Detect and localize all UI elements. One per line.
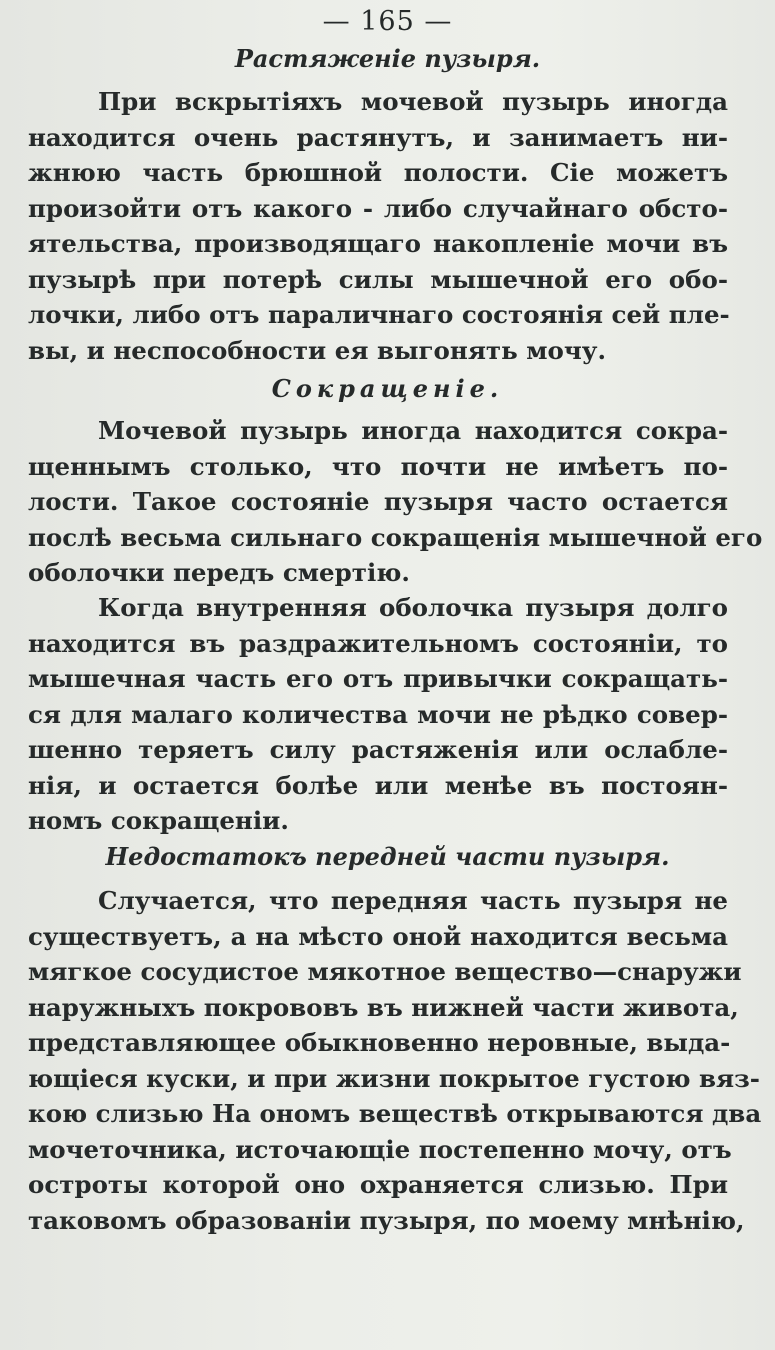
text-line: Когда внутренняя оболочка пузыря долго bbox=[98, 593, 728, 622]
text-line: мягкое сосудистое мякотное вещество—снаружи bbox=[28, 957, 742, 986]
text-line: мышечная часть его отъ привычки сокращать- bbox=[28, 664, 728, 693]
section-heading-stretching: Растяженіе пузыря. bbox=[234, 44, 541, 73]
text-line: шенно теряетъ силу растяженія или ослабле- bbox=[28, 735, 728, 764]
text-line: вы, и неспособности ея выгонять мочу. bbox=[28, 335, 607, 365]
text-line: Случается, что передняя часть пузыря не bbox=[98, 886, 728, 915]
text-line: ятельства, производящаго накопленіе мочи въ bbox=[28, 229, 728, 258]
text-line: произойти отъ какого - либо случайнаго обсто- bbox=[28, 193, 728, 223]
section-heading-contraction: Сокращеніе. bbox=[271, 374, 504, 403]
text-line: щеннымъ столько, что почти не имѣетъ по- bbox=[28, 451, 728, 481]
text-line: лочки, либо отъ параличнаго состоянія сей пле- bbox=[28, 300, 730, 329]
paragraph-contraction-1 bbox=[28, 413, 763, 591]
text-line: оболочки передъ смертію. bbox=[28, 558, 410, 587]
text-line: послѣ весьма сильнаго сокращенія мышечной его bbox=[28, 522, 763, 552]
text-line: номъ сокращеніи. bbox=[28, 806, 289, 835]
text-line: ющіеся куски, и при жизни покрытое густою вяз- bbox=[28, 1063, 760, 1093]
text-line: таковомъ образованіи пузыря, по моему мнѣнію, bbox=[28, 1205, 745, 1235]
paragraph-deficiency bbox=[28, 883, 762, 1238]
text-line: пузырѣ при потерѣ силы мышечной его обо- bbox=[28, 264, 728, 294]
paragraph-contraction-2 bbox=[28, 590, 728, 839]
section-heading-deficiency: Недостатокъ передней части пузыря. bbox=[105, 842, 670, 871]
text-line: нія, и остается болѣе или менѣе въ постоян- bbox=[28, 770, 728, 800]
paragraph-stretching bbox=[28, 84, 728, 368]
text-line: представляющее обыкновенно неровные, выда- bbox=[28, 1028, 731, 1057]
text-line: жнюю часть брюшной полости. Сіе можетъ bbox=[28, 158, 728, 187]
text-line: наружныхъ покрововъ въ нижней части живота, bbox=[28, 992, 739, 1022]
text-line: остроты которой оно охраняется слизью. При bbox=[28, 1170, 728, 1199]
page-number: — 165 — bbox=[322, 6, 453, 37]
text-line: существуетъ, а на мѣсто оной находится весьма bbox=[28, 921, 728, 951]
text-line: мочеточника, источающіе постепенно мочу, отъ bbox=[28, 1134, 732, 1164]
text-line: Мочевой пузырь иногда находится сокра- bbox=[98, 416, 728, 445]
text-line: ся для малаго количества мочи не рѣдко совер- bbox=[28, 699, 728, 729]
text-line: лости. Такое состояніе пузыря часто остается bbox=[28, 487, 728, 516]
text-line: находится въ раздражительномъ состояніи, то bbox=[28, 628, 728, 658]
text-line: находится очень растянутъ, и занимаетъ ни- bbox=[28, 122, 728, 152]
text-line: При вскрытіяхъ мочевой пузырь иногда bbox=[98, 87, 728, 116]
text-line: кою слизью На ономъ веществѣ открываются два bbox=[28, 1099, 762, 1128]
